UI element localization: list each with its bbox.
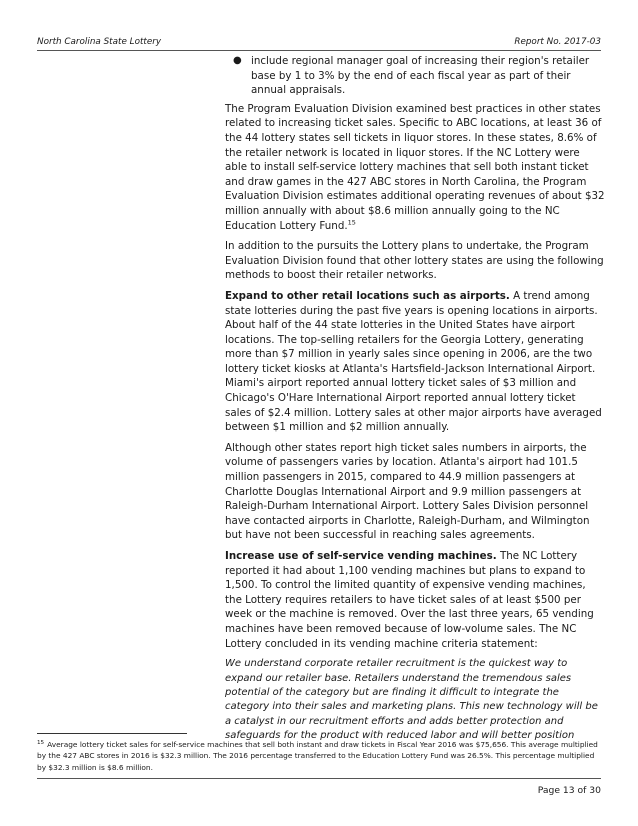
paragraph-airports [225, 289, 605, 435]
footnote-reference[interactable]: 15 [347, 218, 356, 227]
footer-divider [37, 778, 601, 779]
vending-text: The NC Lottery reported it had about 1,100 vending machines but plans to expand to 1,500. To control the limited quantity of expensive vending machines, the Lottery requires retailers to have ticket sales of at least $500 per week or the machine is removed. Over the last three years, 65 vending machines have been removed because of low-volume sales. The NC Lottery concluded in its vending machine criteria statement: [225, 550, 594, 650]
footnote-number: 15 [37, 739, 45, 746]
bullet-icon: ● [233, 55, 242, 66]
header-report-number: Report No. 2017-03 [514, 37, 601, 47]
paragraph-passengers: Although other states report high ticket sales numbers in airports, the volume of passengers varies by location. Atlanta's airport had 101.5 million passengers in 2015, compared to 44.9 million passengers at Charlotte Douglas International Airport and 9.9 million passengers at Raleigh-Durham International Airport. Lottery Sales Division personnel have contacted airports in Charlotte, Raleigh-Durham, and Wilmington but have not been successful in reaching sales agreements. [225, 441, 590, 542]
header-divider [37, 50, 601, 51]
footnote-divider [37, 733, 187, 734]
footnote-text: Average lottery ticket sales for self-service machines that sell both instant and draw tickets in Fiscal Year 2016 was $75,656. This average multiplied by the 427 ABC stores in 2016 is $32.3 million. The 2016 percentage transferred to the Education Lottery Fund was 26.5%. This percentage multiplied by $32.3 million is $8.6 million. [37, 740, 598, 772]
airports-text: A trend among state lotteries during the past five years is opening locations in airports. About half of the 44 state lotteries in the United States have airport locations. The top-selling retailers for the Georgia Lottery, generating more than $7 million in yearly sales since opening in 2006, are the two lottery ticket kiosks at Atlanta's Hartsfield-Jackson International Airport. Miami's airport reported annual lottery ticket sales of $3 million and Chicago's O'Hare International Airport reported annual lottery ticket sales of $2.4 million. Lottery sales at other major airports have averaged between $1 million and $2 million annually. [225, 289, 602, 434]
airports-heading: Expand to other retail locations such as airports. [225, 289, 510, 302]
vending-heading: Increase use of self-service vending machines. [225, 550, 497, 562]
footnote [37, 739, 603, 773]
header-organization: North Carolina State Lottery [37, 37, 162, 47]
page-number: Page 13 of 30 [537, 785, 601, 796]
bullet-text: include regional manager goal of increasing their region's retailer base by 1 to 3% by the end of each fiscal year as part of their annual appraisals. [251, 55, 590, 97]
bullet-item [225, 54, 605, 98]
running-header [37, 37, 601, 47]
paragraph-best-practices-text: The Program Evaluation Division examined best practices in other states related to increasing ticket sales. Specific to ABC locations, at least 36 of the 44 lottery states sell tickets in liquor stores. In these states, 8.6% of the retailer network is located in liquor stores. If the NC Lottery were able to install self-service lottery machines that sell both instant ticket and draw games in the 427 ABC stores in North Carolina, the Program Evaluation Division estimates additional operating revenues of about $32 million annually with about $8.6 million annually going to the NC Education Lottery Fund. [225, 102, 605, 232]
main-text [225, 54, 605, 750]
paragraph-other-methods: In addition to the pursuits the Lottery plans to undertake, the Program Evaluation Division found that other lottery states are using the following methods to boost their retailer networks. [225, 240, 604, 282]
paragraph-vending [225, 549, 605, 651]
criteria-quote: We understand corporate retailer recruitment is the quickest way to expand our retailer base. Retailers understand the tremendous sales potential of the category but are finding it difficult to integrate the category into their sales and marketing plans. This new technology will be a catalyst in our recruitment efforts and adds better protection and safeguards for the product with reduced labor and will better position [225, 658, 598, 742]
paragraph-best-practices [225, 102, 605, 233]
